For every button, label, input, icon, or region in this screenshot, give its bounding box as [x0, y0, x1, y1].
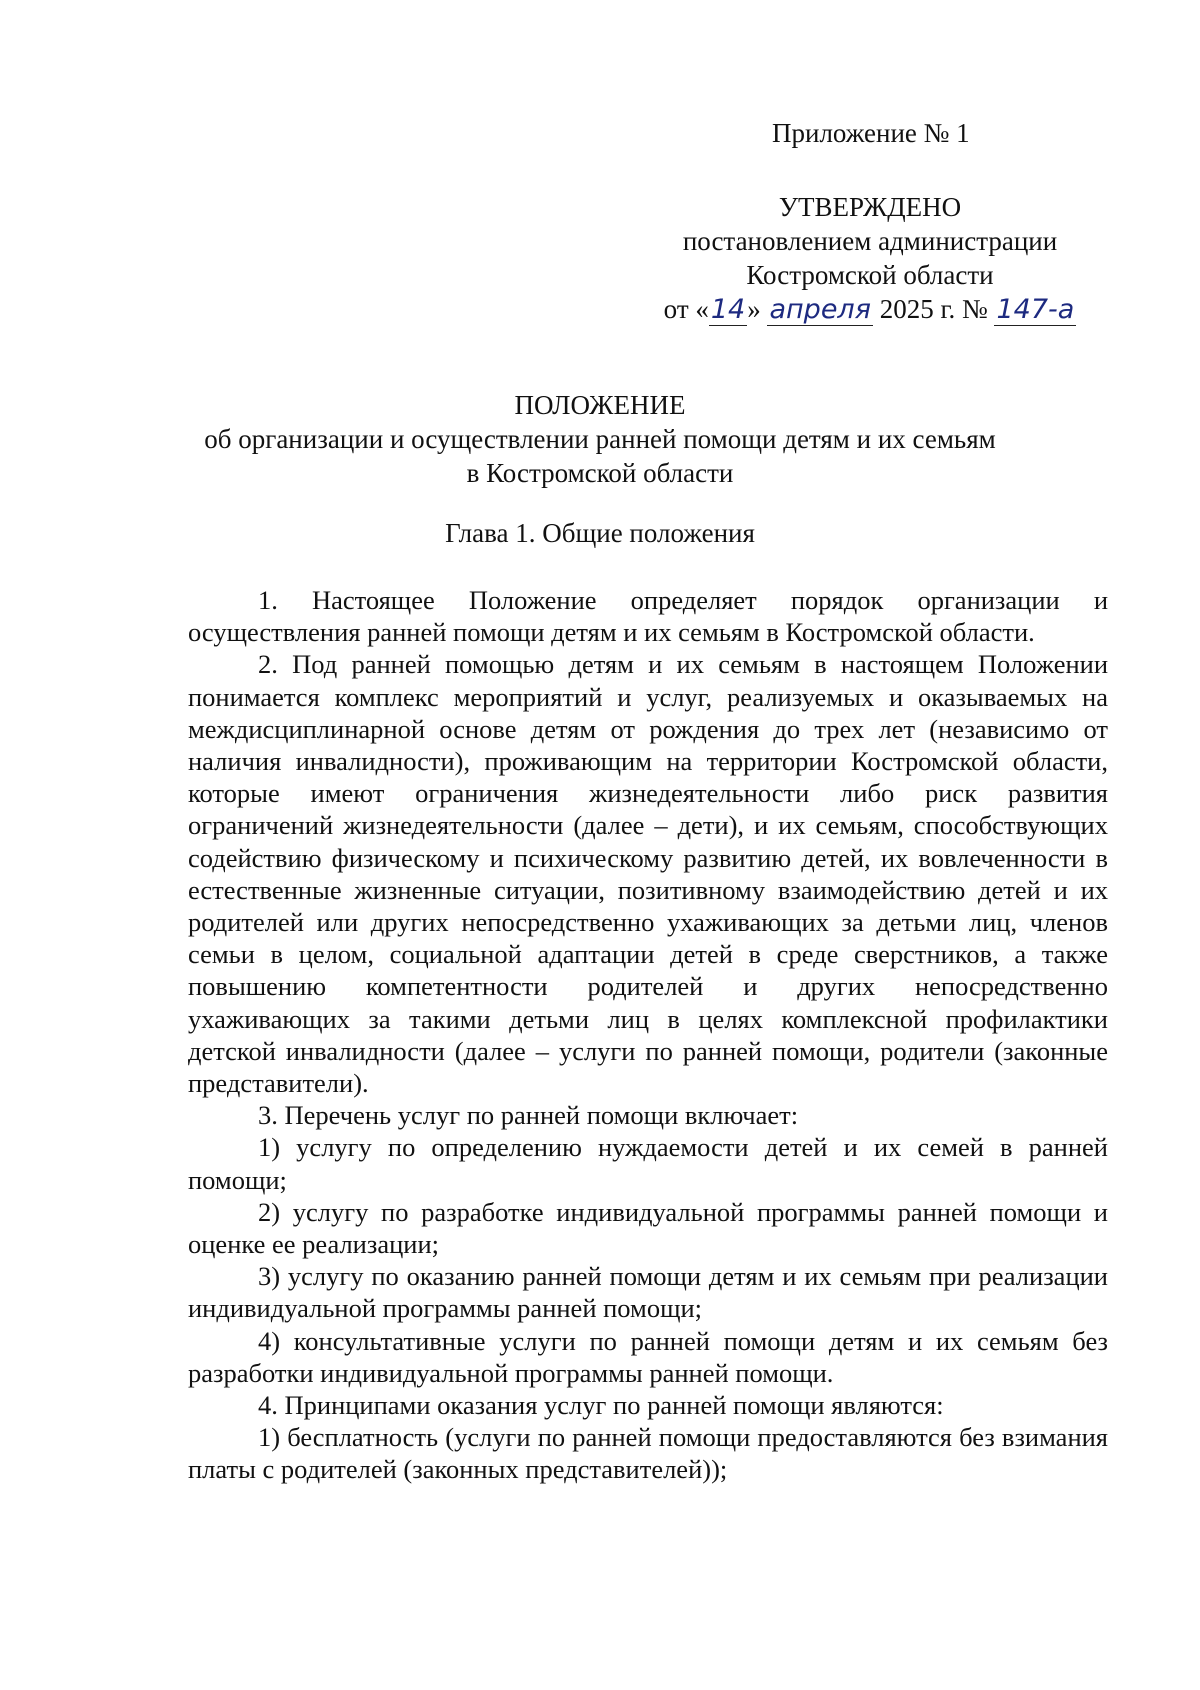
date-prefix: от «: [663, 294, 709, 324]
title-line-1: об организации и осуществлении ранней помощи детям и их семьям: [204, 424, 996, 454]
paragraph: 2. Под ранней помощью детям и их семьям в настоящем Положении понимается комплекс мероприятий и услуг, реализуемых и оказываемых на междисциплинарной основе детям от рождения до трех лет (независимо от наличия инвалидности), проживающим на территории Костромской области, которые имеют ограничения жизнедеятельности либо риск развития ограничений жизнедеятельности (далее – дети), и их семьям, способствующих содействию физическому и психическому развитию детей, их вовлеченности в естественные жизненные ситуации, позитивному взаимодействию детей и их родителей или других непосредственно ухаживающих за детьми лиц, членов семьи в целом, социальной адаптации детей в среде сверстников, а также повышению компетентности родителей и других непосредственно ухаживающих за такими детьми лиц в целях комплексной профилактики детской инвалидности (далее – услуги по ранней помощи, родители (законные представители).: [188, 649, 1108, 1099]
paragraph: 3. Перечень услуг по ранней помощи включает:: [258, 1100, 799, 1131]
date-day: 14: [710, 294, 746, 325]
paragraph: 1) бесплатность (услуги по ранней помощи предоставляются без взимания платы с родителей (законных представителей));: [188, 1422, 1108, 1485]
body-text: [188, 584, 1108, 1486]
paragraph: 1. Настоящее Положение определяет порядок организации и осуществления ранней помощи детям и их семьям в Костромской области.: [188, 585, 1108, 648]
document-title: [0, 388, 1200, 490]
document-number: 147-а: [996, 294, 1075, 325]
paragraph: 2) услугу по разработке индивидуальной программы ранней помощи и оценке ее реализации;: [188, 1196, 1108, 1260]
annex-label: Приложение № 1: [772, 118, 970, 148]
title-heading: ПОЛОЖЕНИЕ: [514, 390, 686, 420]
approved-heading: УТВЕРЖДЕНО: [778, 192, 962, 222]
paragraph: 4) консультативные услуги по ранней помощи детям и их семьям без разработки индивидуальной программы ранней помощи.: [188, 1325, 1108, 1388]
date-mid: »: [747, 294, 761, 324]
date-year: 2025 г. №: [879, 294, 988, 324]
paragraph: 3) услугу по оказанию ранней помощи детям и их семьям при реализации индивидуальной программы ранней помощи;: [188, 1261, 1108, 1324]
approval-date-line: [660, 292, 1080, 327]
paragraph: 1) услугу по определению нуждаемости детей и их семей в ранней помощи;: [188, 1132, 1108, 1195]
approved-line-2: Костромской области: [746, 260, 994, 290]
date-month: апреля: [769, 294, 871, 325]
chapter-heading: Глава 1. Общие положения: [445, 518, 755, 548]
approval-stamp: [660, 190, 1080, 327]
approved-line-1: постановлением администрации: [682, 226, 1058, 256]
title-line-2: в Костромской области: [466, 458, 734, 488]
paragraph: 4. Принципами оказания услуг по ранней помощи являются:: [258, 1390, 944, 1421]
